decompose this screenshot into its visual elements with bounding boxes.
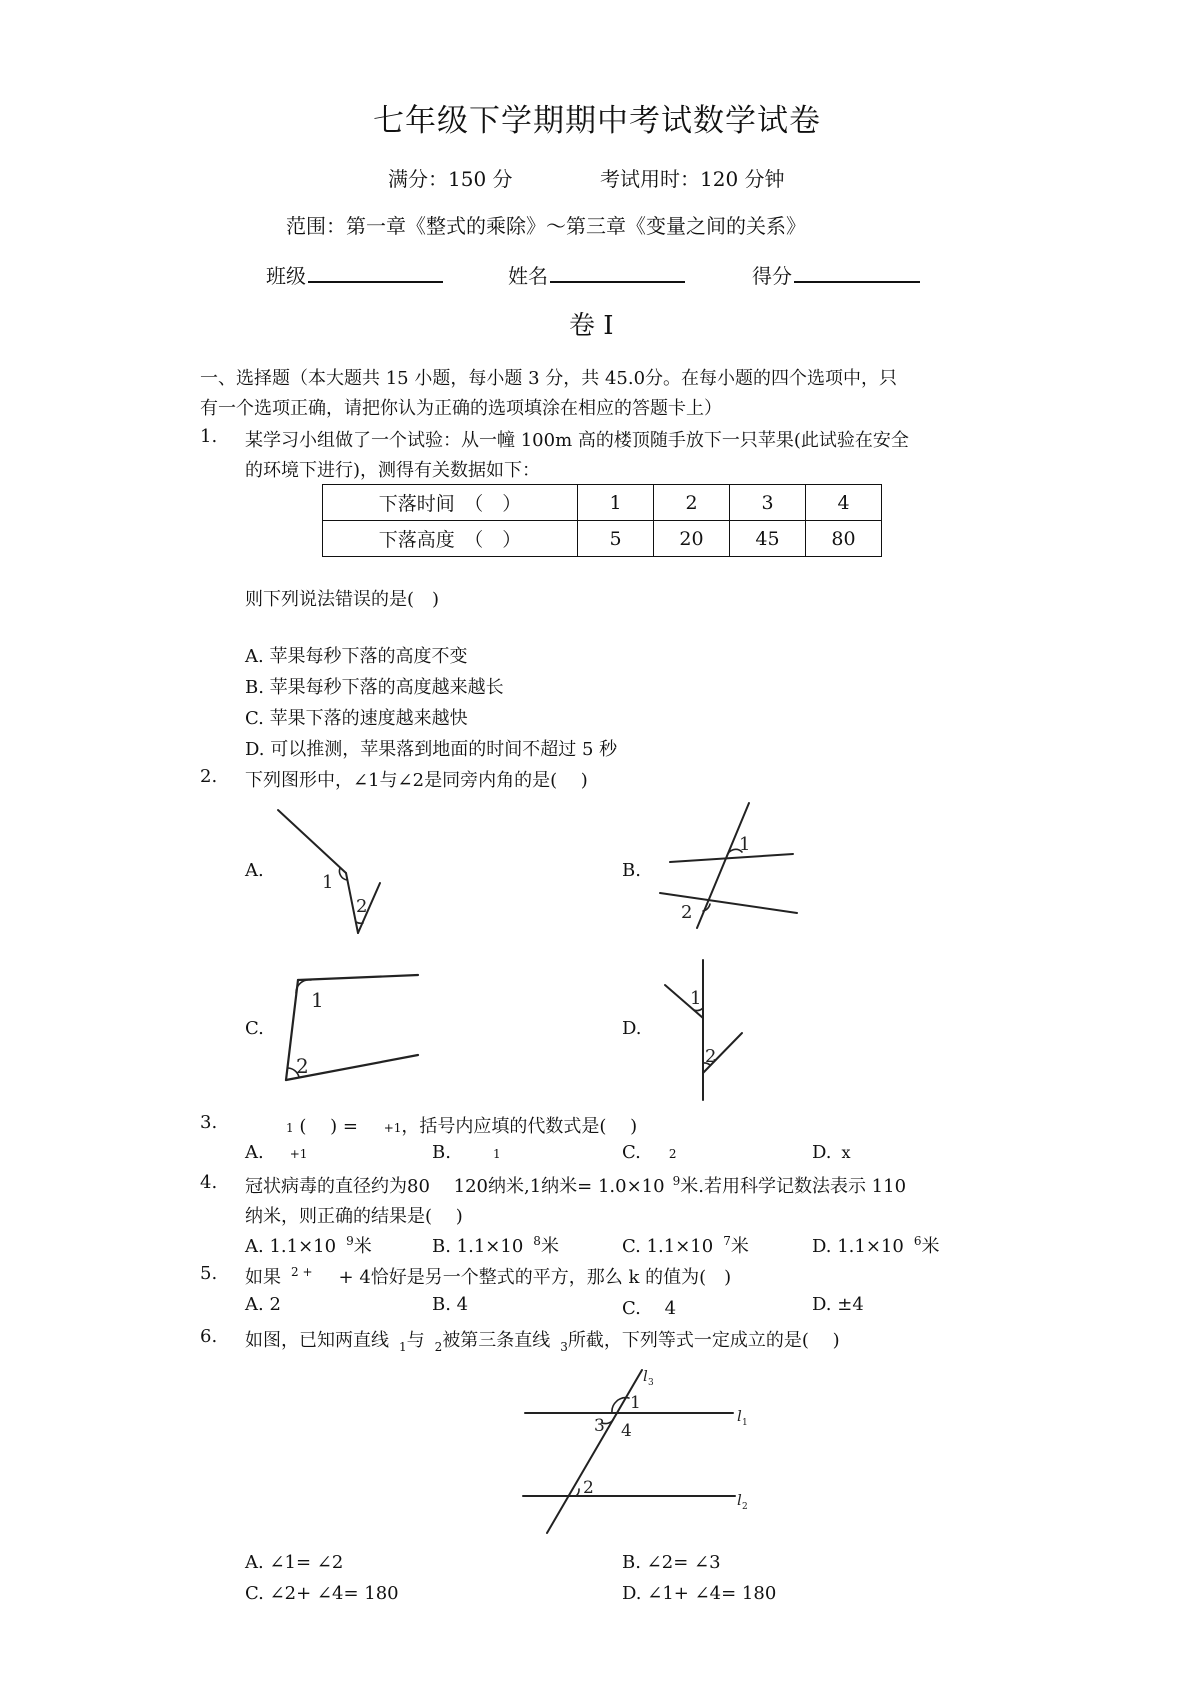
q5-option-a[interactable]: A. 2 (245, 1294, 281, 1315)
q5-stem: 如果 $^{2 +}$ + 4恰好是另一个整式的平方，那么 k 的值为( ) (245, 1265, 732, 1288)
q3-option-b[interactable]: B. 1 (432, 1142, 501, 1163)
q2-figure-c (278, 970, 428, 1085)
angle-1-label: 1 (739, 834, 751, 855)
table-cell: 20 (654, 521, 730, 557)
q1-option-d[interactable]: D. 可以推测，苹果落到地面的时间不超过 5 秒 (245, 739, 618, 760)
score-blank[interactable] (794, 263, 920, 283)
score-field (752, 260, 920, 289)
line-l3-label: l (643, 1367, 648, 1385)
exam-time: 考试用时：120 分钟 (600, 167, 785, 191)
q1-option-b[interactable]: B. 苹果每秒下落的高度越来越长 (245, 677, 504, 698)
q2-figure-b (655, 798, 805, 933)
angle-1-label: 1 (311, 988, 324, 1012)
table-cell: 5 (578, 521, 654, 557)
q2-number: 2. (200, 766, 218, 787)
line-l2-label: l (737, 1491, 742, 1509)
q3-text: ，括号内应填的代数式是( ) (401, 1116, 638, 1137)
q6-figure (515, 1365, 760, 1540)
q4-option-a[interactable]: A. 1.1×10 $^9$米 (245, 1234, 372, 1257)
line-l1-sub: 1 (742, 1418, 748, 1428)
q5-option-b[interactable]: B. 4 (432, 1294, 469, 1315)
table-cell: 45 (730, 521, 806, 557)
q2-figure-a (270, 805, 400, 940)
line-l3-sub: 3 (648, 1378, 654, 1388)
angle-1-label: 1 (630, 1393, 641, 1413)
q1-option-a[interactable]: A. 苹果每秒下落的高度不变 (245, 646, 468, 667)
q3-stem (286, 1112, 637, 1138)
q2-stem: 下列图形中，∠1与∠2是同旁内角的是( ) (245, 770, 588, 791)
angle-4-label: 4 (621, 1421, 632, 1441)
angle-2-label: 2 (583, 1478, 594, 1498)
line-l1-label: l (737, 1407, 742, 1425)
q2-option-c[interactable]: C. (245, 1018, 264, 1039)
angle-2-label: 2 (356, 896, 368, 917)
q3-paren: ( ) = (299, 1116, 358, 1137)
name-label: 姓名 (508, 264, 548, 288)
angle-2-label: 2 (705, 1046, 717, 1067)
q2-option-d[interactable]: D. (622, 1018, 642, 1039)
q1-option-c[interactable]: C. 苹果下落的速度越来越快 (245, 708, 468, 729)
exam-scope: 范围：第一章《整式的乘除》～第三章《变量之间的关系》 (286, 214, 806, 238)
page-title: 七年级下学期期中考试数学试卷 (373, 103, 821, 139)
q5-number: 5. (200, 1263, 218, 1284)
q6-option-a[interactable]: A. ∠1= ∠2 (245, 1552, 344, 1573)
angle-3-label: 3 (594, 1416, 605, 1436)
q3-sup-2: +1 (383, 1121, 402, 1135)
class-field (266, 260, 443, 289)
q6-option-b[interactable]: B. ∠2= ∠3 (622, 1552, 721, 1573)
name-field (508, 260, 685, 289)
q6-option-d[interactable]: D. ∠1+ ∠4= 180 (622, 1583, 777, 1604)
q4-option-c[interactable]: C. 1.1×10 $^7$米 (622, 1234, 749, 1257)
q6-number: 6. (200, 1326, 218, 1347)
q3-option-d[interactable]: D. x (812, 1142, 851, 1163)
table-row (323, 521, 882, 557)
q3-option-c[interactable]: C. 2 (622, 1142, 677, 1163)
table-cell: 下落高度 （ ） (323, 521, 578, 557)
q2-figure-d (660, 955, 750, 1105)
class-label: 班级 (266, 264, 306, 288)
q1-line-1: 某学习小组做了一个试验：从一幢 100m 高的楼顶随手放下一只苹果(此试验在安全 (245, 430, 909, 451)
q4-line-2: 纳米，则正确的结果是( ) (245, 1206, 463, 1227)
volume-title: 卷 I (569, 311, 614, 341)
q6-stem: 如图，已知两直线 $_1$与 $_2$被第三条直线 $_3$所截，下列等式一定成立的是( ) (245, 1330, 840, 1354)
section-line-2: 有一个选项正确，请把你认为正确的选项填涂在相应的答题卡上） (200, 398, 722, 419)
q2-option-b[interactable]: B. (622, 860, 641, 881)
q5-option-c[interactable]: C. 4 (622, 1298, 677, 1319)
table-cell: 4 (806, 485, 882, 521)
class-blank[interactable] (308, 263, 443, 283)
q1-number: 1. (200, 426, 218, 447)
q2-option-a[interactable]: A. (245, 860, 264, 881)
q6-option-c[interactable]: C. ∠2+ ∠4= 180 (245, 1583, 399, 1604)
table-cell: 3 (730, 485, 806, 521)
table-row (323, 485, 882, 521)
q1-data-table (322, 484, 882, 557)
table-cell: 1 (578, 485, 654, 521)
q3-number: 3. (200, 1112, 218, 1133)
q1-line-2: 的环境下进行)，测得有关数据如下： (245, 460, 541, 481)
angle-2-label: 2 (296, 1054, 309, 1078)
angle-1-label: 1 (690, 988, 702, 1009)
q3-option-a[interactable]: A. +1 (245, 1142, 308, 1163)
name-blank[interactable] (550, 263, 685, 283)
line-l2-sub: 2 (742, 1502, 748, 1512)
q4-option-b[interactable]: B. 1.1×10 $^8$米 (432, 1234, 559, 1257)
table-cell: 2 (654, 485, 730, 521)
q5-option-d[interactable]: D. ±4 (812, 1294, 864, 1315)
table-cell: 80 (806, 521, 882, 557)
q4-option-d[interactable]: D. 1.1×10 $^6$米 (812, 1234, 940, 1257)
score-label: 得分 (752, 264, 792, 288)
angle-1-label: 1 (322, 872, 334, 893)
q1-stem: 则下列说法错误的是( ) (245, 589, 440, 610)
q3-sup-1: 1 (286, 1121, 294, 1135)
table-cell: 下落时间 （ ） (323, 485, 578, 521)
angle-2-label: 2 (681, 902, 693, 923)
full-score: 满分：150 分 (388, 167, 513, 191)
q4-number: 4. (200, 1172, 218, 1193)
q4-line-1: 冠状病毒的直径约为80 120纳米,1纳米= 1.0×10 $^9$米.若用科学记数法表示 110 (245, 1174, 907, 1197)
section-line-1: 一、选择题（本大题共 15 小题，每小题 3 分，共 45.0分。在每小题的四个选项中，只 (200, 368, 898, 389)
